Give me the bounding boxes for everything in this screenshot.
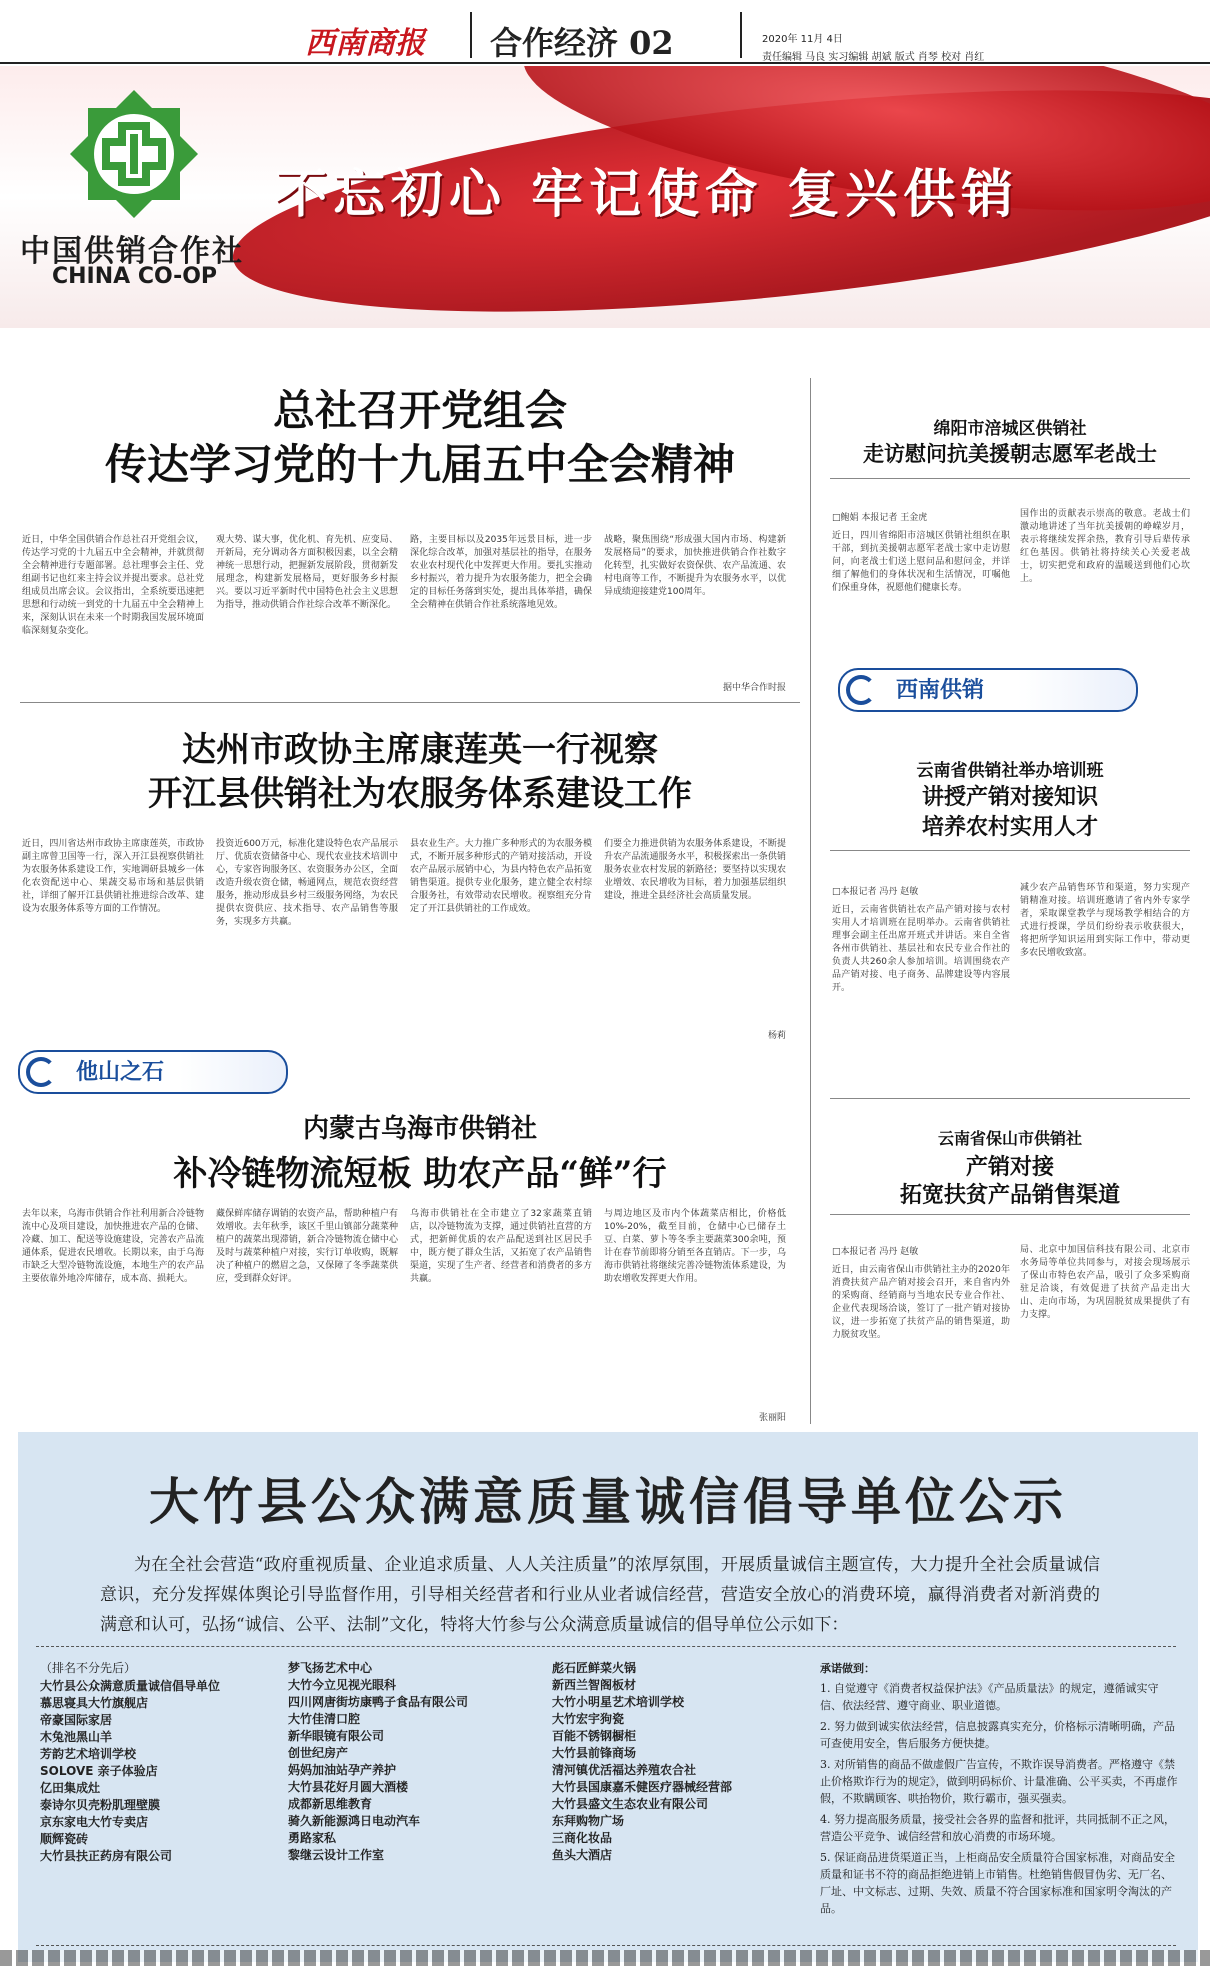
article-byline: □鲍娟 本报记者 王金虎 (832, 513, 928, 523)
article-body-column: 县农业生产。大力推广多种形式的为农服务模式，不断开展多种形式的产销对接活动，开设农产品展示展销中心，为县内特色农产品拓宽销售渠道。提供专业化服务，建立健全农村综合服务社，有效带动农民增收。视察组充分肯定了开江县供销社的工作成效。 (410, 839, 592, 914)
list-item: 亿田集成灶 (40, 1781, 101, 1795)
list-item: 大竹今立见视光眼科 (288, 1678, 397, 1692)
list-item: 大竹县国康嘉禾健医疗器械经营部 (552, 1780, 733, 1794)
list-item: 黎继云设计工作室 (288, 1848, 385, 1862)
promise-list (820, 1680, 1180, 1921)
list-item: 大竹县花好月圆大酒楼 (288, 1780, 409, 1794)
divider (830, 478, 1190, 479)
list-item: 顺辉瓷砖 (40, 1832, 89, 1846)
article-body-column: 们要全力推进供销为农服务体系建设，不断提升农产品流通服务水平，积极探索出一条供销服务农业农村发展的新路径；要坚持以实现农业增效、农民增收为目标，着力加强基层组织建设，推进全县经济社会高质量发展。 (604, 839, 786, 901)
list-item: 三商化妆品 (552, 1831, 613, 1845)
article-headline: 拓宽扶贫产品销售渠道 (899, 1182, 1120, 1208)
list-item: 彪石匠鲜菜火锅 (552, 1661, 637, 1675)
article-body-column: 与周边地区及市内个体蔬菜店相比，价格低10%-20%，截至目前，仓储中心已储存土豆、白菜、萝卜等冬季主要蔬菜300余吨，预计在春节前即将分销至各直销店。下一步，乌海市供销社将继续完善冷链物流体系建设，为助农增收发挥更大作用。 (604, 1209, 786, 1284)
list-item: SOLOVE 亲子体验店 (40, 1764, 158, 1778)
list-item: 芳韵艺术培训学校 (40, 1747, 137, 1761)
article-headline: 达州市政协主席康莲英一行视察 (182, 730, 658, 770)
list-item: 创世纪房产 (288, 1746, 349, 1760)
list-item: 大竹县盛文生态农业有限公司 (552, 1797, 709, 1811)
list-item: 清河镇优活福达养殖农合社 (552, 1763, 697, 1777)
divider (830, 850, 1190, 851)
footer-barcode-strip (0, 1950, 1210, 1966)
article-headline: 传达学习党的十九届五中全会精神 (104, 440, 735, 489)
list-item: 大竹县扶正药房有限公司 (40, 1849, 173, 1863)
article-body-column: 近日，四川省达州市政协主席康莲英，市政协副主席曾卫国等一行，深入开江县视察供销社为农服务体系建设工作，实地调研县城乡一体化农资配送中心、果蔬交易市场和基层供销社，详细了解开江县供销社推进综合改革、建设为农服务体系等方面的工作情况。 (22, 839, 204, 914)
article-body-column: 去年以来，乌海市供销合作社利用新合冷链物流中心及项目建设，加快推进农产品的仓储、冷藏、加工、配送等设施建设，完善农产品流通体系，促进农民增收。长期以来，由于乌海市缺乏大型冷链物流设施，本地生产的农产品主要依靠外地冷库储存，成本高、损耗大。 (22, 1209, 204, 1284)
promise-item: 3. 对所销售的商品不做虚假广告宣传，不欺诈误导消费者。严格遵守《禁止价格欺诈行为的规定》，做到明码标价、计量准确、公平买卖，不再虚作假，不欺瞒顾客、哄抬物价，欺行霸市，强买强卖。 (820, 1758, 1178, 1805)
article-body-column: 近日，云南省供销社农产品产销对接与农村实用人才培训班在昆明举办。云南省供销社理事会副主任出席开班式并讲话。来自全省各州市供销社、基层社和农民专业合作社的负责人共260余人参加培训。培训围绕农产品产销对接、电子商务、品牌建设等内容展开。 (832, 905, 1010, 993)
list-item: 四川网唐街坊康鸭子食品有限公司 (288, 1695, 469, 1709)
divider (740, 12, 742, 58)
section-tag-tashan (18, 1050, 288, 1094)
article-credit: 张丽阳 (758, 1413, 786, 1423)
list-item: 梦飞扬艺术中心 (288, 1661, 373, 1675)
banner (0, 66, 1210, 328)
unit-list-column-1 (40, 1678, 280, 1865)
list-item: 泰诗尔贝壳粉肌理壁膜 (40, 1798, 161, 1812)
divider (830, 1098, 1190, 1099)
section-tag-label: 他山之石 (76, 1059, 165, 1085)
section-tag-xinan (838, 668, 1138, 712)
list-item: 京东家电大竹专卖店 (40, 1815, 149, 1829)
article-body-column: 减少农产品销售环节和渠道，努力实现产销精准对接。培训班邀请了省内外专家学者，采取课堂教学与现场教学相结合的方式进行授课，学员们纷纷表示收获很大，将把所学知识运用到实际工作中，带动更多农民增收致富。 (1020, 883, 1190, 958)
article-body-column: 近日，由云南省保山市供销社主办的2020年消费扶贫产品产销对接会召开，来自省内外的采购商、经销商与当地农民专业合作社、企业代表现场洽谈，签订了一批产销对接协议，进一步拓宽了扶贫产品的销售渠道，助力脱贫攻坚。 (832, 1265, 1010, 1340)
article-credit: 杨莉 (767, 1031, 786, 1041)
article-headline: 讲授产销对接知识 (921, 784, 1098, 810)
list-item: 百能不锈钢橱柜 (552, 1729, 637, 1743)
divider (810, 378, 811, 1424)
divider (830, 1214, 1190, 1215)
list-item: 妈妈加油站孕产养护 (288, 1763, 397, 1777)
article-body-column: 观大势、谋大事，优化机、育先机、应变局、开新局，充分调动各方面积极因素，以全会精神统一思想行动，把握新发展阶段，贯彻新发展理念，构建新发展格局，更好服务乡村振兴。要以习近平新时代中国特色社会主义思想为指导，推动供销合作社综合改革不断深化。 (216, 535, 398, 610)
list-item: 勇路家私 (288, 1831, 337, 1845)
article-headline: 开江县供销社为农服务体系建设工作 (148, 774, 692, 814)
article-headline: 总社召开党组会 (272, 386, 567, 435)
list-item: 鱼头大酒店 (552, 1848, 613, 1862)
article-credit: 据中华合作时报 (722, 683, 786, 693)
notice-intro: 为在全社会营造“政府重视质量、企业追求质量、人人关注质量”的浓厚氛围，开展质量诚信主题宣传，大力提升全社会质量诚信意识，充分发挥媒体舆论引导监督作用，引导相关经营者和行业从业者诚信经营，营造安全放心的消费环境，赢得消费者对新消费的满意和认可，弘扬“诚信、公平、法制”文化，特将大竹参与公众满意质量诚信的倡导单位公示如下： (100, 1555, 1100, 1635)
list-item: 大竹宏宇狗瓷 (552, 1712, 625, 1726)
divider (20, 702, 800, 703)
banner-slogan: 不忘初心 牢记使命 复兴供销 (275, 165, 1020, 225)
section-circle-icon (846, 675, 876, 705)
article-kicker: 云南省供销社举办培训班 (916, 761, 1104, 781)
article-headline: 走访慰问抗美援朝志愿军老战士 (863, 441, 1157, 466)
list-item: 大竹县前锋商场 (552, 1746, 637, 1760)
unit-list-column-2 (288, 1660, 548, 1864)
article-byline: □本报记者 冯丹 赵敏 (832, 887, 919, 897)
article-kicker: 云南省保山市供销社 (937, 1129, 1082, 1148)
article-body-column: 国作出的贡献表示崇高的敬意。老战士们激动地讲述了当年抗美援朝的峥嵘岁月，表示将继续发挥余热，教育引导后辈传承红色基因。供销社将持续关心关爱老战士，切实把党和政府的温暖送到他们心坎上。 (1020, 509, 1190, 584)
section-circle-icon (26, 1057, 56, 1087)
unit-list-column-3 (552, 1660, 812, 1864)
list-item: 木兔池黑山羊 (40, 1730, 113, 1744)
article-headline: 补冷链物流短板 助农产品“鲜”行 (173, 1154, 667, 1194)
article-body-column: 战略，聚焦围绕“形成强大国内市场、构建新发展格局”的要求，加快推进供销合作社数字化转型，扎实做好农资保供、农产品流通、农村电商等工作，不断提升为农服务水平，以优异成绩迎接建党100周年。 (604, 535, 786, 597)
article-body-column: 近日，中华全国供销合作总社召开党组会议，传达学习党的十九届五中全会精神，并就贯彻全会精神进行专题部署。总社理事会主任、党组副书记也红来主持会议并提出要求。总社党组成员出席会议。会议指出，全系统要迅速把思想和行动统一到党的十九届五中全会精神上来，深刻认识在未来一个时期我国发展环境面临深刻复杂变化。 (22, 535, 204, 636)
list-item: 骑久新能源鸿日电动汽车 (288, 1814, 421, 1828)
article-body-column: 投资近600万元，标准化建设特色农产品展示厅、优质农资储备中心、现代农业技术培训中心，专家咨询服务区、农资服务办公区，全面改造升级农资仓储，畅通网点，规范农资经营服务，推动形成县乡村三级服务网络，为农民提供农资供应、技术指导、农产品销售等服务，实现多方共赢。 (216, 839, 398, 927)
promise-item: 1. 自觉遵守《消费者权益保护法》《产品质量法》的规定，遵循诚实守信、依法经营、遵守商业、职业道德。 (820, 1682, 1159, 1712)
org-name-cn: 中国供销合作社 (20, 234, 244, 269)
list-item: 新西兰智阁板材 (552, 1678, 637, 1692)
list-item: 大竹小明星艺术培训学校 (552, 1695, 685, 1709)
list-item: 慕思寝具大竹旗舰店 (40, 1696, 149, 1710)
china-coop-logo-icon (68, 88, 200, 220)
editor-credits: 责任编辑 马良 实习编辑 胡斌 版式 肖琴 校对 肖红 (762, 52, 985, 63)
list-item: 大竹佳清口腔 (288, 1712, 361, 1726)
section-tag-label: 西南供销 (896, 677, 985, 703)
notice-title: 大竹县公众满意质量诚信倡导单位公示 (149, 1473, 1067, 1531)
list-header: （排名不分先后） (40, 1661, 137, 1675)
org-name-en: CHINA CO-OP (52, 264, 218, 289)
promise-header: 承诺做到： (820, 1662, 875, 1675)
article-body-column: 局、北京中加国信科技有限公司、北京市水务局等单位共同参与，对接会现场展示了保山市特色农产品，吸引了众多采购商驻足洽谈，有效促进了扶贫产品走出大山、走向市场，为巩固脱贫成果提供了有力支撑。 (1020, 1245, 1190, 1320)
promise-item: 4. 努力提高服务质量，接受社会各界的监督和批评，共同抵制不正之风，营造公平竞争、诚信经营和放心消费的市场环境。 (820, 1813, 1175, 1843)
article-headline: 产销对接 (965, 1154, 1054, 1180)
list-item: 新华眼镜有限公司 (288, 1729, 385, 1743)
article-body-column: 乌海市供销社在全市建立了32家蔬菜直销店，以冷链物流为支撑，通过供销社直营的方式，把新鲜优质的农产品配送到社区居民手中，既方便了群众生活，又拓宽了农产品销售渠道，实现了生产者、经营者和消费者的多方共赢。 (410, 1209, 592, 1284)
page-title: 合作经济 02 (490, 24, 674, 62)
article-kicker: 绵阳市涪城区供销社 (933, 419, 1087, 439)
list-item: 东拜购物广场 (552, 1814, 625, 1828)
divider (470, 12, 472, 58)
article-kicker: 内蒙古乌海市供销社 (302, 1114, 537, 1144)
list-item: 帝豪国际家居 (40, 1713, 113, 1727)
article-byline: □本报记者 冯丹 赵敏 (832, 1247, 919, 1257)
paper-name: 西南商报 (305, 26, 425, 61)
article-body-column: 藏保鲜库储存调销的农资产品，帮助种植户有效增收。去年秋季，该区千里山镇部分蔬菜种植户的蔬菜出现滞销，新合冷链物流仓储中心及时与蔬菜种植户对接，实行订单收购，既解决了种植户的燃眉之急，又保障了冬季蔬菜供应，受到群众好评。 (216, 1209, 398, 1284)
article-headline: 培养农村实用人才 (921, 814, 1098, 840)
promise-item: 2. 努力做到诚实依法经营，信息披露真实充分，价格标示清晰明确，产品可查使用安全，售后服务方便快捷。 (820, 1720, 1175, 1750)
article-body-column: 路，主要目标以及2035年远景目标，进一步深化综合改革，加强对基层社的指导，在服务农业农村现代化中发挥更大作用。要扎实推动乡村振兴，着力提升为农服务能力，把全会确定的目标任务落到实处，提出具体举措，确保全会精神在供销合作社系统落地见效。 (410, 535, 592, 610)
article-body-column: 近日，四川省绵阳市涪城区供销社组织在职干部，到抗美援朝志愿军老战士家中走访慰问，向老战士们送上慰问品和慰问金，并详细了解他们的身体状况和生活情况，叮嘱他们保重身体，祝愿他们健康长寿。 (832, 531, 1010, 593)
list-item: 成都新思维教育 (288, 1797, 373, 1811)
promise-item: 5. 保证商品进货渠道正当，上柜商品安全质量符合国家标准，对商品安全质量和证书不符的商品拒绝进销上市销售。杜绝销售假冒伪劣、无厂名、厂址、中文标志、过期、失效、质量不符合国家标准和国家明令淘汰的产品。 (820, 1851, 1175, 1915)
list-item: 大竹县公众满意质量诚信倡导单位 (40, 1679, 221, 1693)
publish-date: 2020年 11月 4日 (762, 34, 843, 45)
